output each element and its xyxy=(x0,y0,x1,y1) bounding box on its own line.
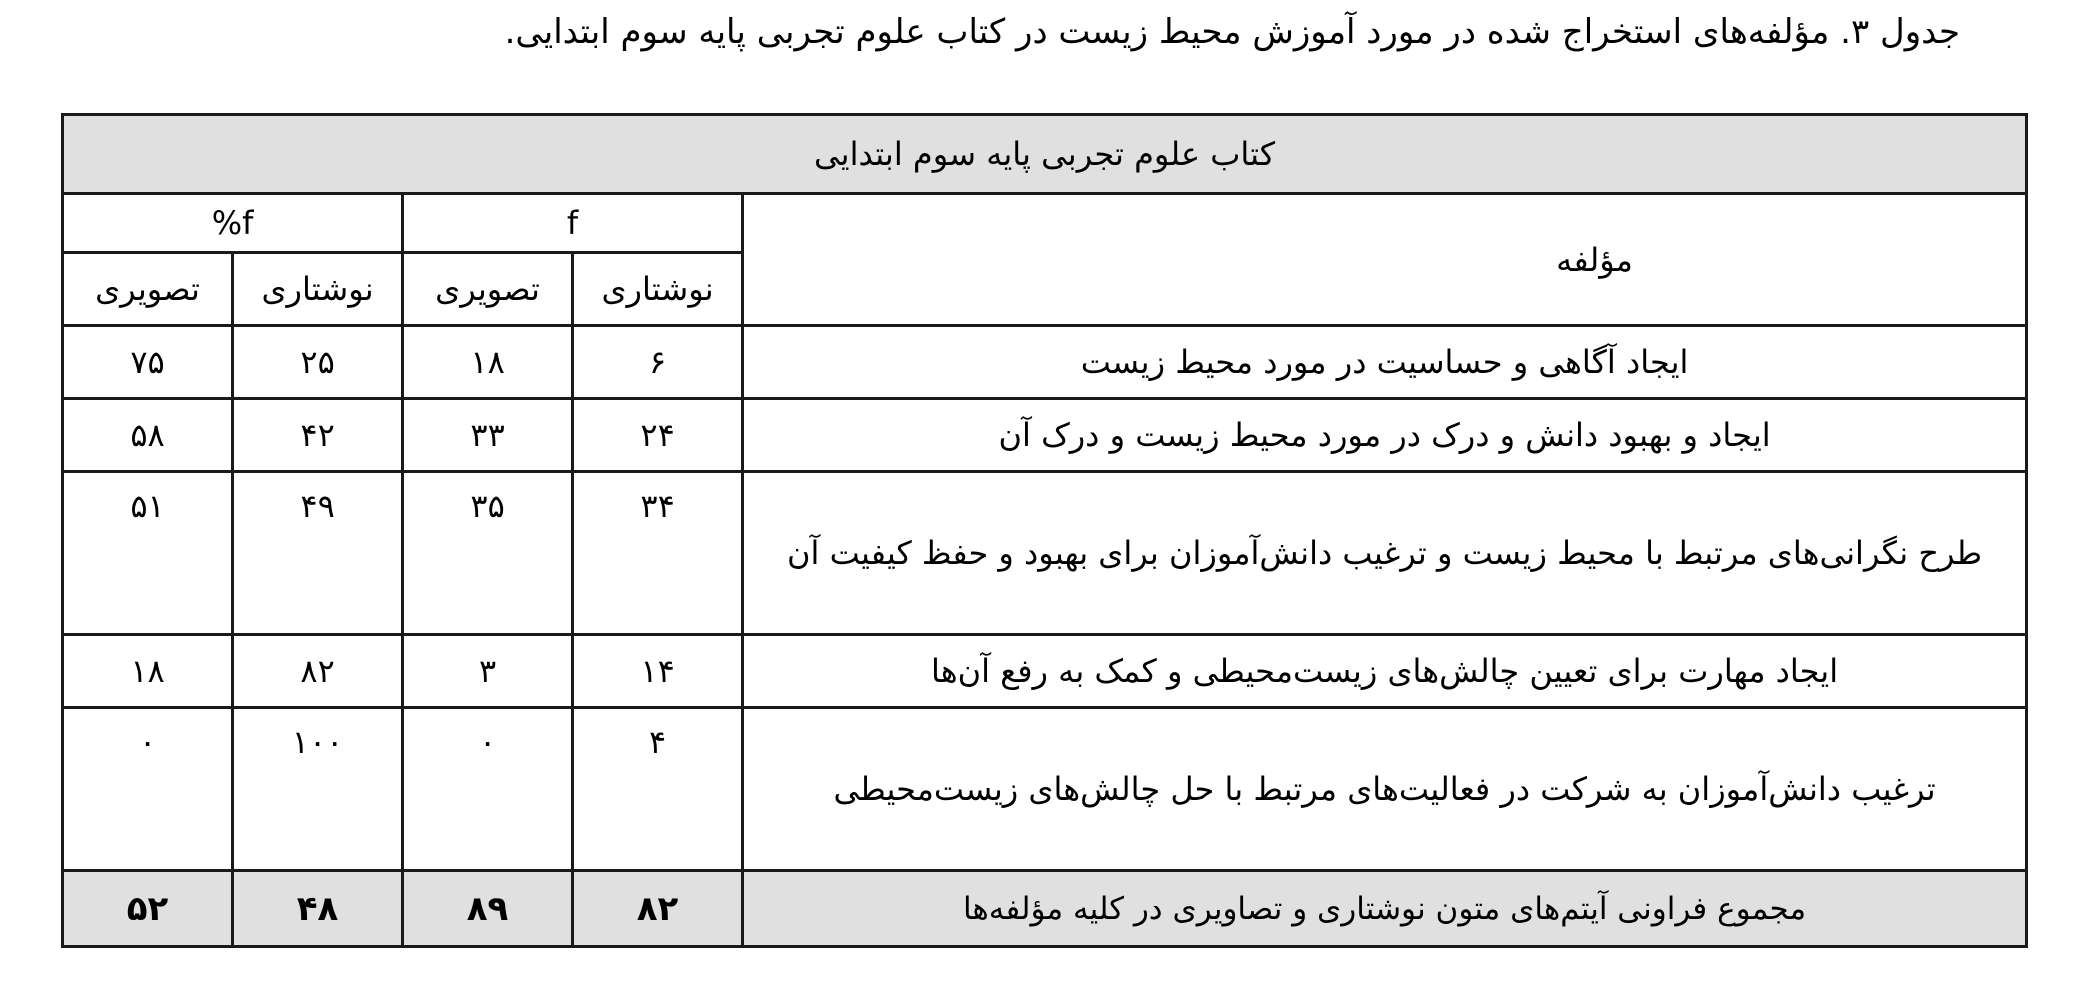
table-row xyxy=(63,326,2027,399)
header-pf-visual: تصویری xyxy=(63,253,233,326)
pf-written-cell: ۱۰۰ xyxy=(233,708,403,871)
f-visual-cell: ۳ xyxy=(403,635,573,708)
component-cell: ترغیب دانش‌آموزان به شرکت در فعالیت‌های مرتبط با حل چالش‌های زیست‌محیطی xyxy=(743,708,2027,871)
pf-visual-cell: ۵۱ xyxy=(63,472,233,635)
table-row xyxy=(63,472,2027,635)
pf-visual-cell: ۰ xyxy=(63,708,233,871)
header-percent-f: %f xyxy=(63,194,403,253)
total-row xyxy=(63,871,2027,947)
header-f: f xyxy=(403,194,743,253)
table-row xyxy=(63,399,2027,472)
pf-written-cell: ۸۲ xyxy=(233,635,403,708)
table-title: کتاب علوم تجربی پایه سوم ابتدایی xyxy=(63,115,2027,194)
total-pf-visual: ۵۲ xyxy=(63,871,233,947)
f-written-cell: ۳۴ xyxy=(573,472,743,635)
component-cell: ایجاد آگاهی و حساسیت در مورد محیط زیست xyxy=(743,326,2027,399)
pf-visual-cell: ۱۸ xyxy=(63,635,233,708)
header-group-row xyxy=(63,194,2027,253)
components-table xyxy=(61,113,2028,948)
pf-written-cell: ۴۲ xyxy=(233,399,403,472)
f-written-cell: ۱۴ xyxy=(573,635,743,708)
table-row xyxy=(63,708,2027,871)
pf-written-cell: ۴۹ xyxy=(233,472,403,635)
f-written-cell: ۲۴ xyxy=(573,399,743,472)
table-row xyxy=(63,635,2027,708)
header-component xyxy=(743,194,2027,326)
header-f-written: نوشتاری xyxy=(573,253,743,326)
f-written-cell: ۴ xyxy=(573,708,743,871)
pf-visual-cell: ۵۸ xyxy=(63,399,233,472)
component-cell: ایجاد و بهبود دانش و درک در مورد محیط زیست و درک آن xyxy=(743,399,2027,472)
header-pf-written: نوشتاری xyxy=(233,253,403,326)
component-cell: ایجاد مهارت برای تعیین چالش‌های زیست‌محیطی و کمک به رفع آن‌ها xyxy=(743,635,2027,708)
total-label: مجموع فراونی آیتم‌های متون نوشتاری و تصاویری در کلیه مؤلفه‌ها xyxy=(743,871,2027,947)
component-cell: طرح نگرانی‌های مرتبط با محیط زیست و ترغیب دانش‌آموزان برای بهبود و حفظ کیفیت آن xyxy=(743,472,2027,635)
total-f-visual: ۸۹ xyxy=(403,871,573,947)
f-visual-cell: ۰ xyxy=(403,708,573,871)
table-title-row xyxy=(63,115,2027,194)
total-f-written: ۸۲ xyxy=(573,871,743,947)
table-caption: جدول ۳. مؤلفه‌های استخراج شده در مورد آموزش محیط زیست در کتاب علوم تجربی پایه سوم ابتدایی. xyxy=(504,12,1960,52)
pf-written-cell: ۲۵ xyxy=(233,326,403,399)
f-written-cell: ۶ xyxy=(573,326,743,399)
header-component-label: مؤلفه xyxy=(1556,240,1633,279)
f-visual-cell: ۳۳ xyxy=(403,399,573,472)
f-visual-cell: ۱۸ xyxy=(403,326,573,399)
f-visual-cell: ۳۵ xyxy=(403,472,573,635)
total-pf-written: ۴۸ xyxy=(233,871,403,947)
header-f-visual: تصویری xyxy=(403,253,573,326)
pf-visual-cell: ۷۵ xyxy=(63,326,233,399)
